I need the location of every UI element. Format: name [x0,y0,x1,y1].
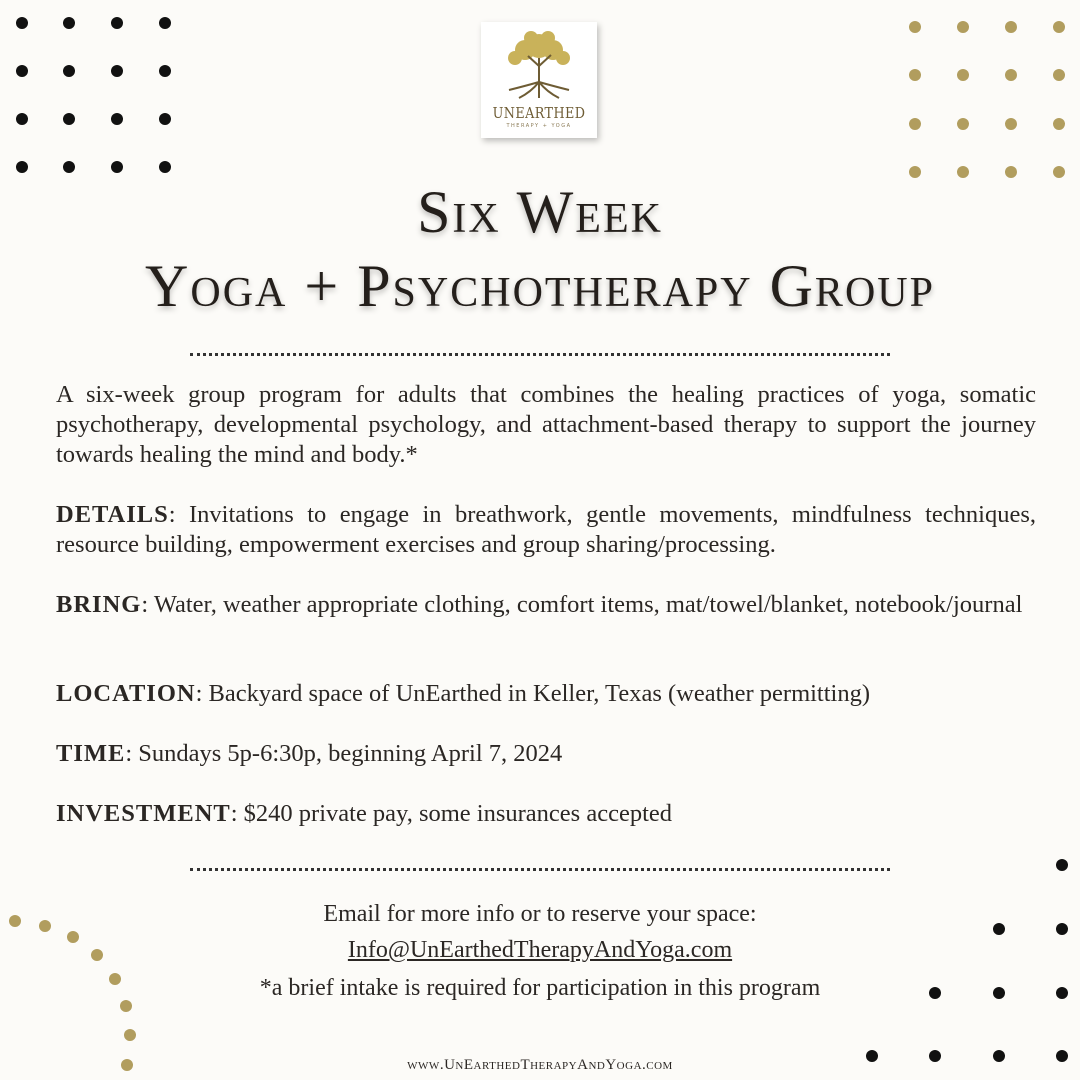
bring-label: BRING [56,591,142,618]
logo-tagline: THERAPY + YOGA [506,123,572,129]
investment-text: : $240 private pay, some insurances accepted [230,800,673,827]
decor-dot [111,65,123,77]
email-link[interactable]: Info@UnEarthedTherapyAndYoga.com [347,937,733,963]
details-paragraph [56,500,1036,560]
time-text: : Sundays 5p-6:30p, beginning April 7, 2024 [125,740,563,767]
investment-label: INVESTMENT [56,800,231,827]
decor-dot [159,65,171,77]
decor-dot [957,166,969,178]
decor-dot [909,118,921,130]
decor-dot [111,17,123,29]
decor-dot [957,118,969,130]
decor-dot [63,113,75,125]
decor-dot [1053,118,1065,130]
logo-wordmark: UNEARTHED [492,104,586,122]
location-text: : Backyard space of UnEarthed in Keller, Texas (weather permitting) [195,680,871,707]
program-description: A six-week group program for adults that combines the healing practices of yoga, somatic psychotherapy, developmental psychology, and attachment-based therapy to support the journey towards healing the mind and body.* [56,381,1036,468]
decor-dot [1053,21,1065,33]
details-text: : Invitations to engage in breathwork, gentle movements, mindfulness techniques, resource building, empowerment exercises and group sharing/processing. [56,501,1036,558]
time-label: TIME [56,740,126,767]
decor-dot [1005,69,1017,81]
decor-dot [63,65,75,77]
page-title-line-2: Yoga + Psychotherapy Group [145,253,935,319]
website-link[interactable]: www.UnEarthedTherapyAndYoga.com [407,1057,673,1073]
time-paragraph [56,739,1036,769]
location-label: LOCATION [56,680,196,707]
decor-dot [1053,166,1065,178]
bring-paragraph [56,590,1036,620]
contact-prompt: Email for more info or to reserve your space: [323,901,757,927]
decor-dot [1005,118,1017,130]
page-title-line-1: Six Week [417,179,663,245]
intake-note: *a brief intake is required for participation in this program [259,975,821,1001]
decor-dot [159,113,171,125]
decor-dot [159,17,171,29]
decor-dot [1053,69,1065,81]
tree-icon [495,28,583,102]
location-paragraph [56,679,1036,709]
decor-dot [16,161,28,173]
bring-text: : Water, weather appropriate clothing, comfort items, mat/towel/blanket, notebook/journal [141,591,1023,618]
decor-dot [1005,21,1017,33]
brand-logo [481,22,597,138]
divider-top [190,353,890,356]
decor-dot [111,161,123,173]
decor-dot [1005,166,1017,178]
divider-bottom [190,868,890,871]
decor-dot [909,166,921,178]
decor-dot [957,69,969,81]
decor-dot [16,113,28,125]
decor-dot [16,65,28,77]
investment-paragraph [56,799,1036,829]
decor-dot [124,1029,136,1041]
decor-dot [63,17,75,29]
decor-dot [909,69,921,81]
decor-dot [63,161,75,173]
decor-dot [159,161,171,173]
details-label: DETAILS [56,501,169,528]
decor-dot [111,113,123,125]
decor-dot [909,21,921,33]
contact-email-row [0,937,1080,964]
decor-dot [957,21,969,33]
decor-dot [16,17,28,29]
decor-dot [1056,859,1068,871]
